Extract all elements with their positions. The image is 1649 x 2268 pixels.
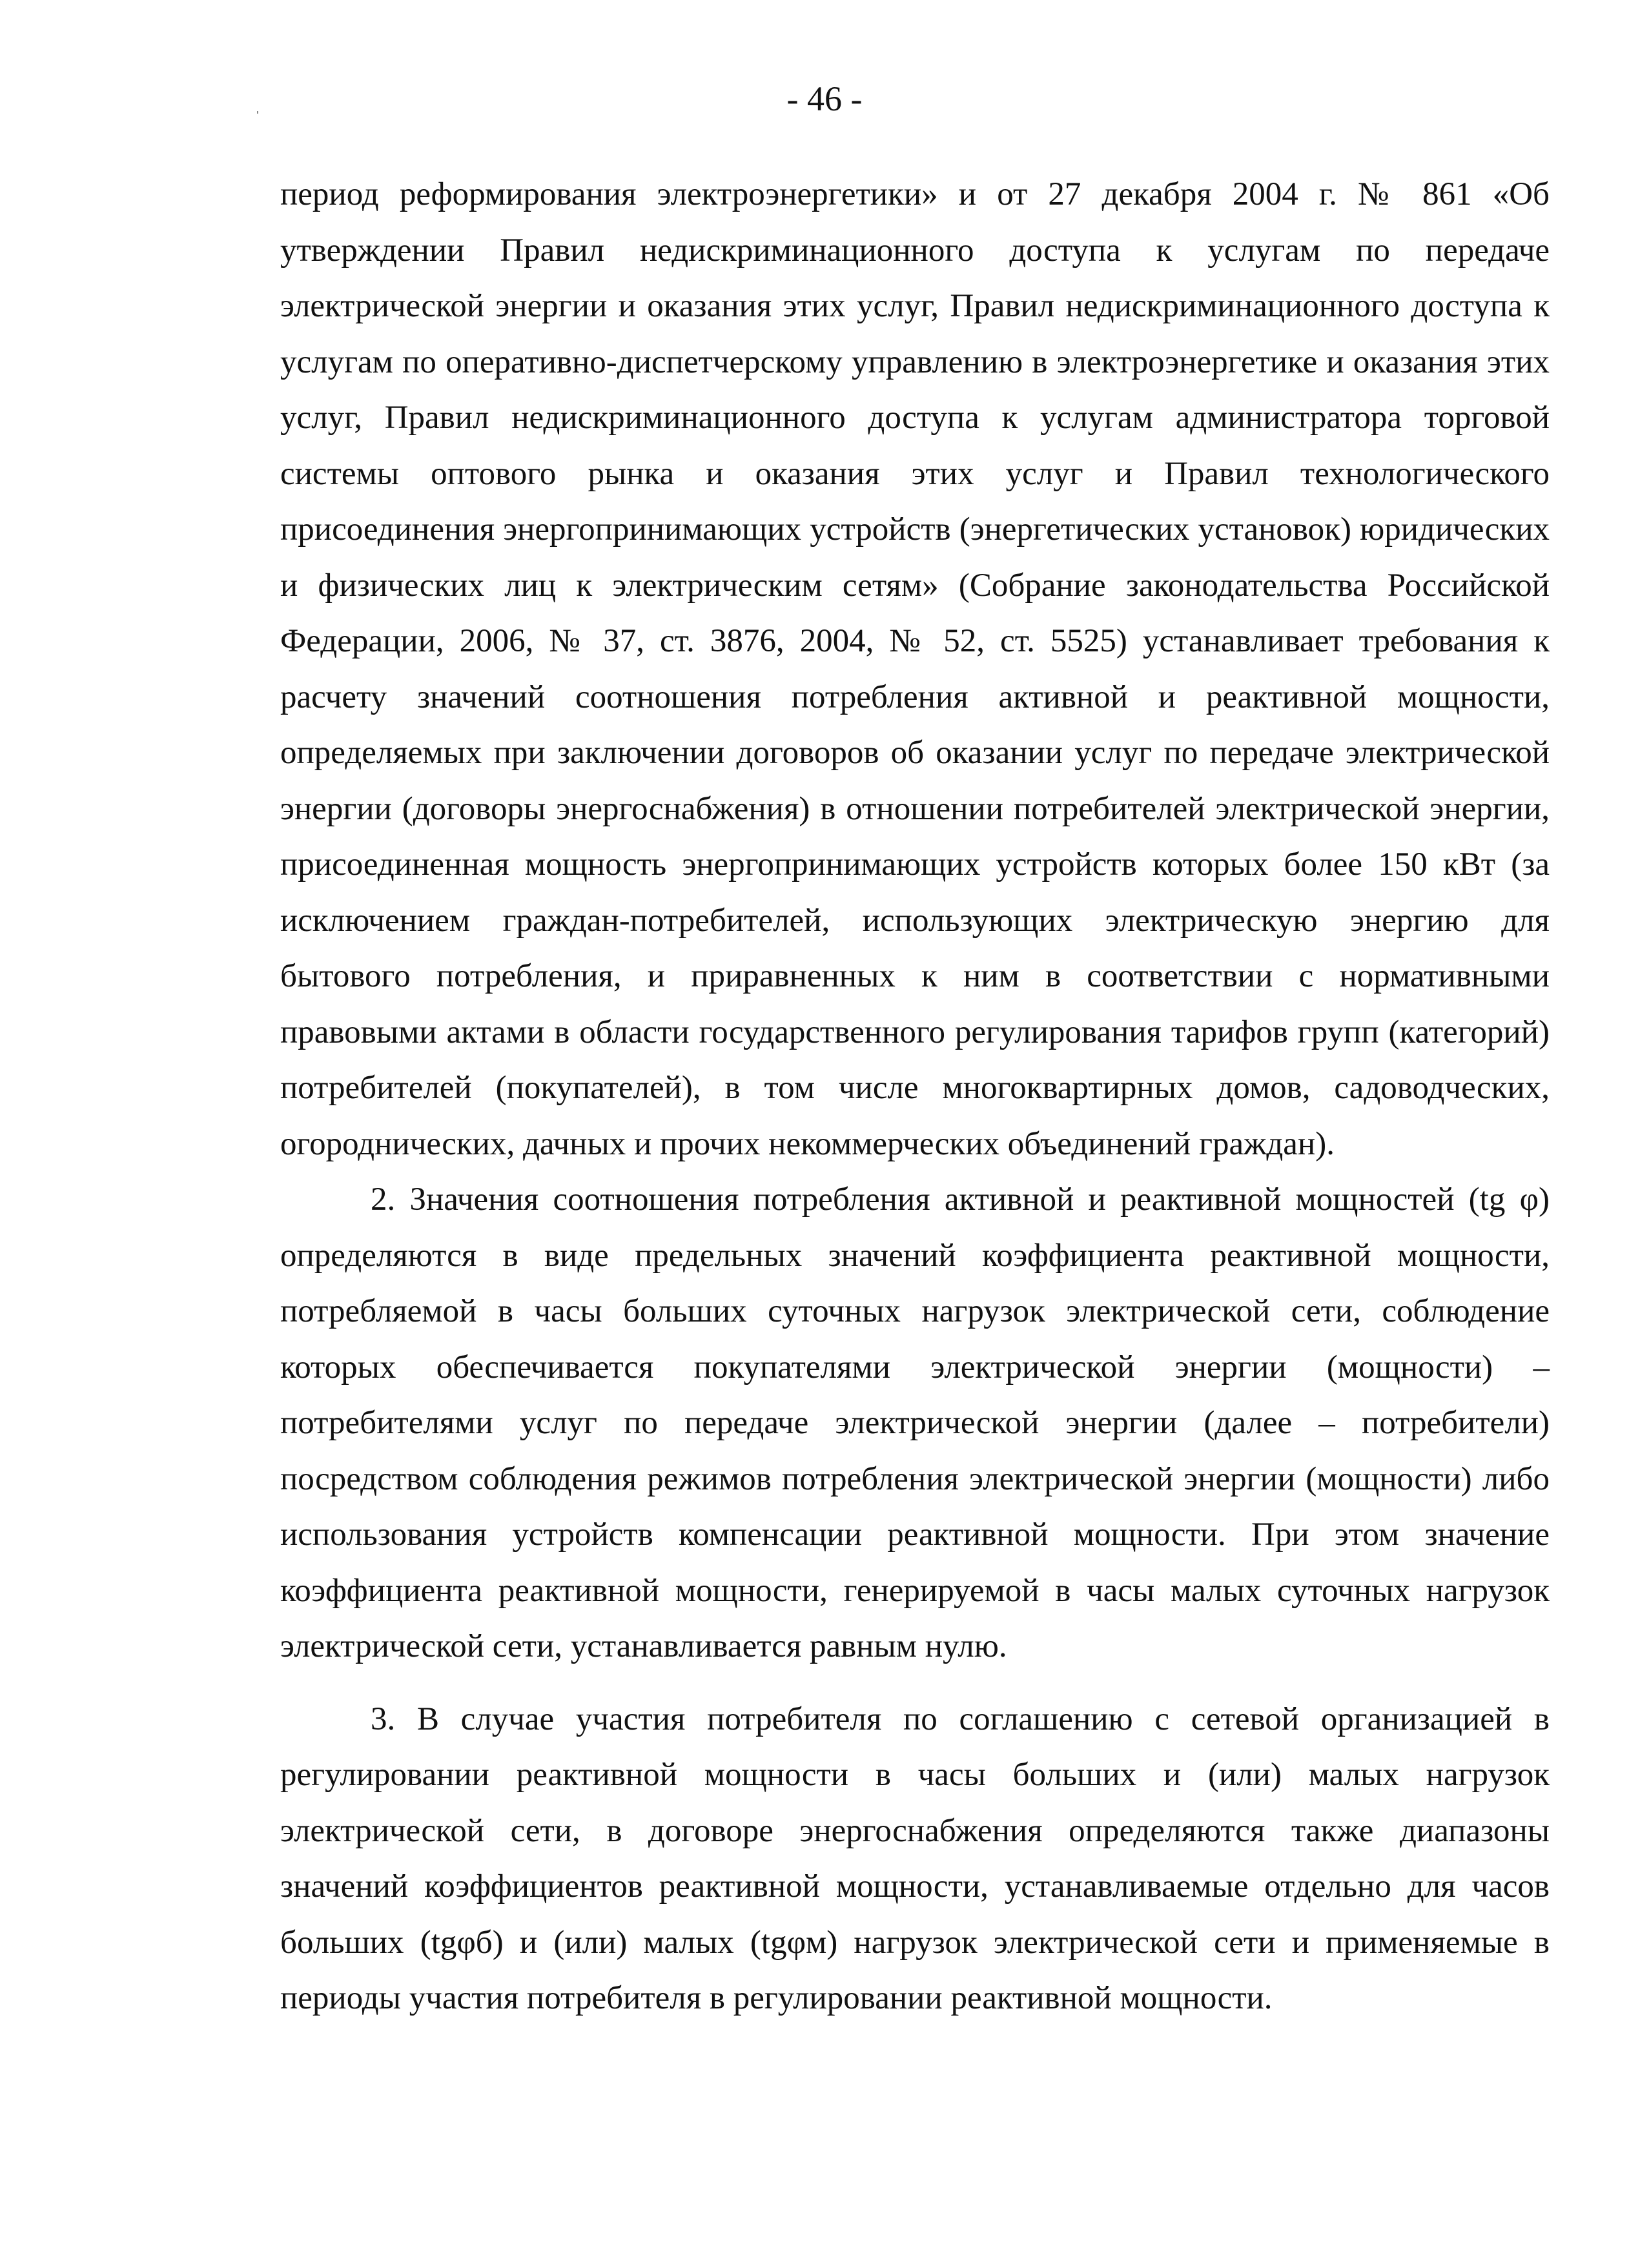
- page-number: - 46 -: [786, 79, 863, 118]
- paragraph-item-3: 3. В случае участия потребителя по соглашению с сетевой организацией в регулировании реактивной мощности в часы больших и (или) малых нагрузок электрической сети, в договоре энергоснабжения определяются также диапазоны значений коэффициентов реактивной мощности, устанавливаемые отдельно для часов больших (tgφб) и (или) малых (tgφм) нагрузок электрической сети и применяемые в периоды участия потребителя в регулировании реактивной мощности.: [280, 1701, 1550, 2016]
- paragraph-continuation: период реформирования электроэнергетики» и от 27 декабря 2004 г. № 861 «Об утверждении Правил недискриминационного доступа к услугам по передаче электрической энергии и оказания этих услуг, Правил недискриминационного доступа к услугам по оперативно-диспетчерскому управлению в электроэнергетике и оказания этих услуг, Правил недискриминационного доступа к услугам администратора торговой системы оптового рынка и оказания этих услуг и Правил технологического присоединения энергопринимающих устройств (энергетических установок) юридических и физических лиц к электрическим сетям» (Собрание законодательства Российской Федерации, 2006, № 37, ст. 3876, 2004, № 52, ст. 5525) устанавливает требования к расчету значений соотношения потребления активной и реактивной мощности, определяемых при заключении договоров об оказании услуг по передаче электрической энергии (договоры энергоснабжения) в отношении потребителей электрической энергии, присоединенная мощность энергопринимающих устройств которых более 150 кВт (за исключением граждан-потребителей, использующих электрическую энергию для бытового потребления, и приравненных к ним в соответствии с нормативными правовыми актами в области государственного регулирования тарифов групп (категорий) потребителей (покупателей), в том числе многоквартирных домов, садоводческих, огороднических, дачных и прочих некоммерческих объединений граждан).: [280, 176, 1550, 1162]
- document-body: [280, 167, 1550, 2027]
- paragraph-item-2: 2. Значения соотношения потребления активной и реактивной мощностей (tg φ) определяются в виде предельных значений коэффициента реактивной мощности, потребляемой в часы больших суточных нагрузок электрической сети, соблюдение которых обеспечивается покупателями электрической энергии (мощности) – потребителями услуг по передаче электрической энергии (далее – потребители) посредством соблюдения режимов потребления электрической энергии (мощности) либо использования устройств компенсации реактивной мощности. При этом значение коэффициента реактивной мощности, генерируемой в часы малых суточных нагрузок электрической сети, устанавливается равным нулю.: [280, 1181, 1550, 1664]
